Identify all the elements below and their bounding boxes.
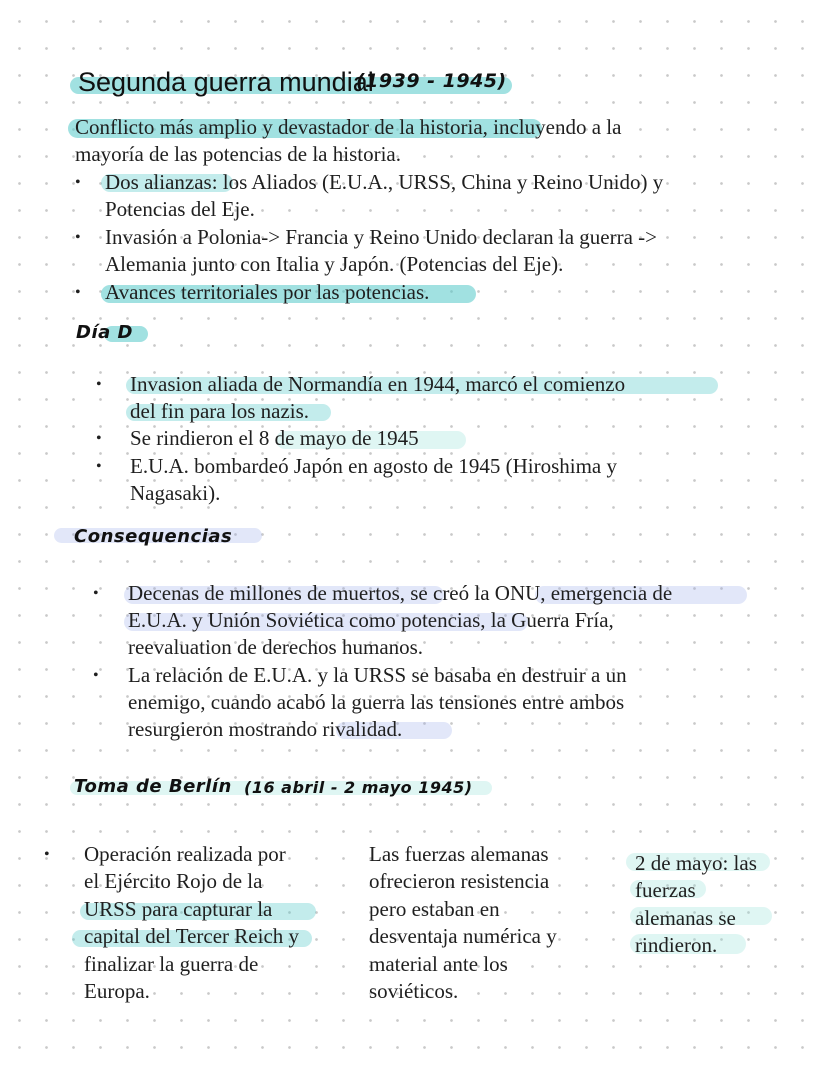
bullet-symbol: •	[75, 174, 81, 191]
cons-bullet-2-line-1: La relación de E.U.A. y la URSS se basaba en destruir a un	[128, 663, 627, 687]
bullet-symbol: •	[75, 284, 81, 301]
cons-bullet-1-line-2: E.U.A. y Unión Soviética como potencias, la Guerra Fría,	[128, 608, 614, 632]
title-years: (1939 - 1945)	[356, 70, 507, 92]
intro-line-1	[75, 114, 621, 141]
intro-bullet-1-line-1	[105, 169, 663, 196]
berlin-col3-line: 2 de mayo: las	[635, 851, 757, 875]
bullet-symbol: •	[93, 585, 99, 602]
bullet-symbol: •	[96, 458, 102, 475]
berlin-col2-line: material ante los	[369, 951, 508, 976]
berlin-col3-line: rindieron.	[635, 933, 718, 958]
bullet-symbol: •	[93, 667, 99, 684]
dia-d-bullet-3-line-1: E.U.A. bombardeó Japón en agosto de 1945 (Hiroshima y	[130, 454, 617, 478]
berlin-col1-line: Operación realizada por	[84, 842, 286, 866]
berlin-col1-line: URSS para capturar la	[84, 896, 273, 921]
alianzas-rest: los Aliados (E.U.A., URSS, China y Reino Unido) y	[217, 170, 664, 194]
page-title	[78, 67, 374, 98]
dia-d-heading: Día D	[76, 322, 133, 343]
berlin-col3-line: fuerzas	[635, 878, 696, 903]
intro-bullet-1-line-2: Potencias del Eje.	[105, 197, 255, 221]
dia-d-bullet-1-line-1: Invasion aliada de Normandía en 1944, marcó el comienzo	[130, 372, 626, 396]
title-main: Segunda guerra mundial	[78, 67, 374, 97]
berlin-col1-line: el Ejército Rojo de la	[84, 869, 263, 894]
consecuencias-heading: Consequencias	[74, 526, 233, 547]
intro-highlight-text: Conflicto más amplio y devastador de la historia,	[75, 115, 488, 139]
alianzas-label: Dos alianzas:	[105, 170, 218, 194]
berlin-col2-line: soviéticos.	[369, 979, 459, 1004]
bullet-symbol: •	[75, 229, 81, 246]
berlin-col1-line: Europa.	[84, 979, 150, 1004]
berlin-col1-line: capital del Tercer Reich y	[84, 924, 300, 949]
intro-bullet-2-line-2: Alemania junto con Italia y Japón. (Potencias del Eje).	[105, 252, 564, 276]
intro-line-2: mayoría de las potencias de la historia.	[75, 142, 401, 166]
berlin-col2-line: desventaja numérica y	[369, 924, 557, 949]
berlin-col2-line: ofrecieron resistencia	[369, 869, 550, 894]
berlin-col-3	[635, 850, 757, 960]
berlin-col2-line: Las fuerzas alemanas	[369, 842, 549, 866]
berlin-col-2	[369, 841, 557, 1005]
bullet-symbol: •	[96, 430, 102, 447]
cons-bullet-2-line-3: resurgieron mostrando rivalidad.	[128, 717, 403, 741]
dia-d-bullet-1-line-2: del fin para los nazis.	[130, 399, 310, 423]
berlin-heading: Toma de Berlín	[74, 776, 232, 797]
bullet-symbol: •	[44, 846, 50, 863]
berlin-col1-line: finalizar la guerra de	[84, 951, 259, 976]
dia-d-bullet-2: Se rindieron el 8 de mayo de 1945	[130, 426, 419, 450]
berlin-col2-line: pero estaban en	[369, 896, 500, 921]
bullet-symbol: •	[96, 376, 102, 393]
cons-bullet-1-line-3: reevaluation de derechos humanos.	[128, 635, 424, 659]
cons-bullet-1-line-1: Decenas de millones de muertos, se creó la ONU, emergencia de	[128, 581, 673, 605]
intro-rest: incluyendo a la	[487, 115, 622, 139]
intro-bullet-3: Avances territoriales por las potencias.	[105, 280, 430, 304]
intro-bullet-2-line-1: Invasión a Polonia-> Francia y Reino Unido declaran la guerra ->	[105, 225, 658, 249]
cons-bullet-2-line-2: enemigo, cuando acabó la guerra las tensiones entre ambos	[128, 690, 625, 714]
berlin-dates: (16 abril - 2 mayo 1945)	[244, 778, 473, 797]
dia-d-bullet-3-line-2: Nagasaki).	[130, 481, 221, 505]
berlin-col-1	[84, 841, 299, 1005]
berlin-col3-line: alemanas se	[635, 905, 736, 930]
